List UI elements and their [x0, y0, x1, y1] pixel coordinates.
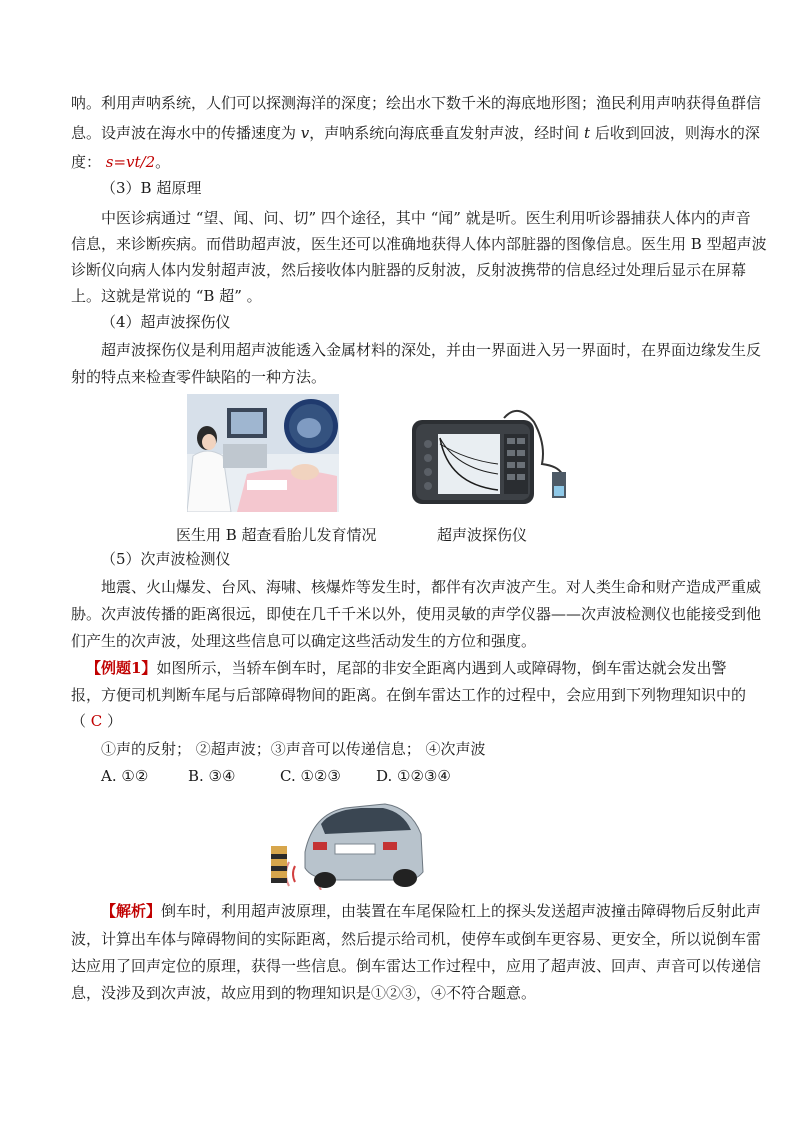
text-line: 报，方便司机判断车尾与后部障碍物间的距离。在倒车雷达工作的过程中，会应用到下列物理知识中的: [71, 686, 747, 704]
text-line: 达应用了回声定位的原理，获得一些信息。倒车雷达工作过程中，应用了超声波、回声、声音可以传递信: [71, 957, 762, 975]
option-b: B. ③④: [188, 767, 236, 785]
text-line: ①声的反射； ②超声波；③声音可以传递信息； ④次声波: [101, 740, 486, 758]
text-line: 【例题1】如图所示，当轿车倒车时，尾部的非安全距离内遇到人或障碍物，倒车雷达就会发出警: [86, 659, 727, 677]
text-line: 度： s=vt/2。: [71, 153, 171, 171]
text-line: （ C ）: [71, 712, 123, 730]
option-d: D. ①②③④: [376, 767, 451, 785]
answer: C: [90, 712, 103, 730]
text-line: 息，没涉及到次声波，故应用到的物理知识是①②③，④不符合题意。: [71, 984, 537, 1002]
text-line: 诊断仪向病人体内发射超声波，然后接收体内脏器的反射波，反射波携带的信息经过处理后显示在屏幕: [71, 261, 747, 279]
text-line: 息。设声波在海水中的传播速度为 v，声呐系统向海底垂直发射声波，经时间 t 后收到回波，则海水的深: [71, 124, 760, 142]
example-label: 【例题1】: [86, 659, 157, 677]
section-heading: （4）超声波探伤仪: [101, 313, 231, 331]
text-line: 信息，来诊断疾病。而借助超声波，医生还可以准确地获得人体内部脏器的图像信息。医生用 B 型超声波: [71, 235, 767, 253]
text-line: 波，计算出车体与障碍物间的实际距离，然后提示给司机，使停车或倒车更容易、更安全，所以说倒车雷: [71, 930, 762, 948]
formula: s=vt/2: [105, 153, 156, 171]
image-caption: 超声波探伤仪: [437, 526, 528, 544]
b-ultrasound-photo: [187, 394, 339, 512]
text-line: 【解析】倒车时，利用超声波原理，由装置在车尾保险杠上的探头发送超声波撞击障碍物后反射此声: [101, 902, 762, 920]
image-caption: 医生用 B 超查看胎儿发育情况: [176, 526, 377, 544]
option-c: C. ①②③: [280, 767, 341, 785]
reversing-car-photo: [265, 794, 427, 890]
text-line: 呐。利用声呐系统，人们可以探测海洋的深度；绘出水下数千米的海底地形图；渔民利用声呐获得鱼群信: [71, 94, 762, 112]
section-heading: （3）B 超原理: [101, 179, 202, 197]
solution-label: 【解析】: [101, 902, 162, 920]
text-line: 中医诊病通过 “望、闻、问、切” 四个途径，其中 “闻” 就是听。医生利用听诊器捕获人体内的声音: [101, 209, 751, 227]
text-line: 射的特点来检查零件缺陷的一种方法。: [71, 368, 327, 386]
text-line: 们产生的次声波，处理这些信息可以确定这些活动发生的方位和强度。: [71, 632, 537, 650]
section-heading: （5）次声波检测仪: [101, 550, 231, 568]
option-a: A. ①②: [101, 767, 149, 785]
text-line: 地震、火山爆发、台风、海啸、核爆炸等发生时，都伴有次声波产生。对人类生命和财产造成严重威: [101, 578, 762, 596]
text-line: 胁。次声波传播的距离很远，即使在几千千米以外，使用灵敏的声学仪器——次声波检测仪也能接受到他: [71, 605, 762, 623]
flaw-detector-photo: [408, 404, 572, 508]
text-line: 超声波探伤仪是利用超声波能透入金属材料的深处，并由一界面进入另一界面时，在界面边缘发生反: [101, 341, 762, 359]
text-line: 上。这就是常说的 “B 超” 。: [71, 287, 262, 305]
